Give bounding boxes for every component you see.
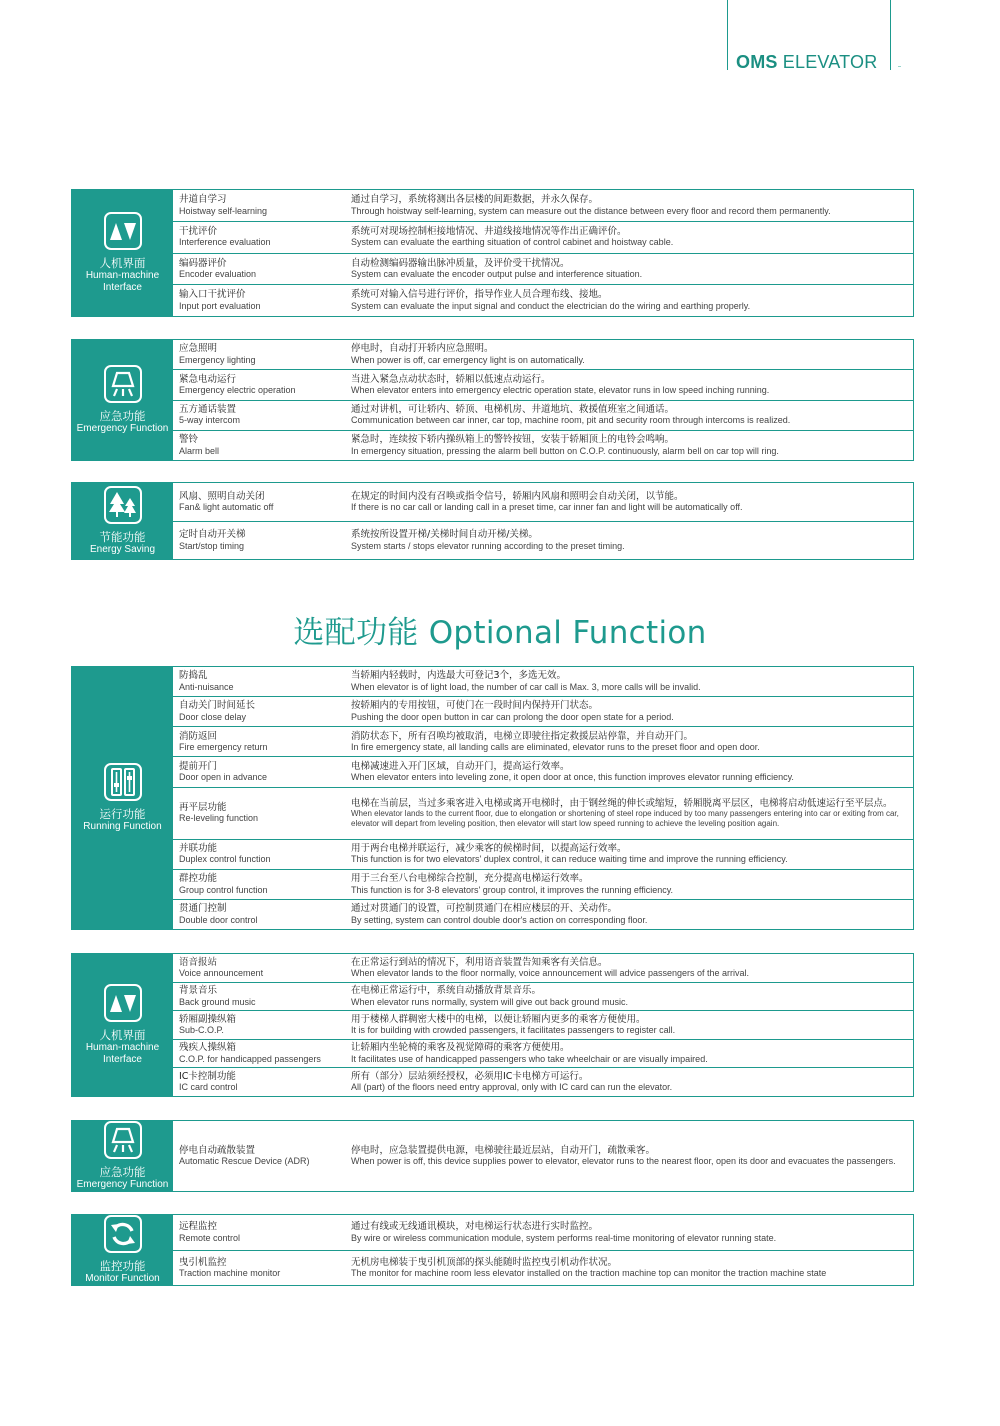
function-name-cn: 编码器评价 (179, 257, 227, 269)
function-row (173, 726, 913, 756)
function-name-cn: 输入口干扰评价 (179, 289, 246, 301)
function-description-cell (345, 370, 913, 399)
function-row (173, 430, 913, 460)
function-name-en: Anti-nuisance (179, 681, 234, 692)
category-name-cn: 监控功能 (99, 1259, 146, 1273)
function-name-en: Input port evaluation (179, 300, 261, 311)
function-name-cell (173, 1068, 345, 1096)
function-description-en: When elevator is of light load, the number of car call is Max. 3, more calls will be invalid. (351, 681, 701, 692)
function-description-cn: 在正常运行到站的情况下，利用语音装置告知乘客有关信息。 (351, 956, 608, 968)
function-description-en: This function is for two elevators' duplex control, it can reduce waiting time and improve the running efficiency. (351, 854, 788, 865)
emergency-light-icon (104, 1121, 142, 1159)
function-description-cell (345, 1215, 913, 1250)
function-name-en: Group control function (179, 884, 268, 895)
function-name-cn: 并联功能 (179, 842, 218, 854)
function-name-cn: 干扰评价 (179, 225, 218, 237)
function-row (173, 899, 913, 929)
category-name-en: Energy Saving (89, 544, 156, 555)
function-name-cell (173, 483, 345, 521)
function-description-cn: 用于楼梯人群稠密大楼中的电梯，以便让轿厢内更多的乘客方便使用。 (351, 1013, 646, 1025)
category-name-cn: 人机界面 (99, 1028, 146, 1042)
function-description-en: System starts / stops elevator running according to the preset timing. (351, 540, 625, 551)
function-name-cn: 定时自动开关梯 (179, 529, 246, 540)
function-name-en: Duplex control function (179, 854, 271, 865)
function-row (173, 696, 913, 726)
function-name-en: Sub-C.O.P. (179, 1025, 224, 1036)
function-rows (173, 667, 913, 929)
category-name-en: Human-machine Interface (85, 1042, 160, 1065)
function-row (173, 253, 913, 285)
function-row (173, 1250, 913, 1286)
function-row (173, 340, 913, 369)
function-name-cell (173, 370, 345, 399)
function-description-en: If there is no car call or landing call in a preset time, car inner fan and light will be automatically off. (351, 502, 743, 512)
function-name-cn: 远程监控 (179, 1221, 218, 1232)
function-description-en: When elevator lands to the floor normally, voice announcement will advice passengers of the arrival. (351, 968, 750, 979)
function-rows (173, 954, 913, 1096)
function-description-en: When elevator enters into leveling zone, it open door at once, this function improves elevator running efficiency. (351, 772, 794, 783)
function-description-cn: 停电时，应急装置提供电源，电梯驶往最近层站，自动开门，疏散乘客。 (351, 1144, 656, 1156)
function-description-cn: 当进入紧急点动状态时，轿厢以低速点动运行。 (351, 373, 551, 385)
function-description-en: Communication between car inner, car top, machine room, pit and security room through intercoms is realized. (351, 415, 791, 426)
function-description-cell (345, 697, 913, 726)
elevator-buttons-icon (104, 212, 142, 250)
function-name-cell (173, 522, 345, 560)
function-description-cell (345, 1040, 913, 1068)
function-description-en: All (part) of the floors need entry approval, only with IC card can run the elevator. (351, 1082, 673, 1093)
function-row (173, 1010, 913, 1039)
function-name-en: IC card control (179, 1082, 238, 1093)
function-description-cn: 无机房电梯装于曳引机顶部的探头能随时监控曳引机动作状况。 (351, 1256, 618, 1268)
function-name-cn: 贯通门控制 (179, 903, 227, 915)
function-description-en: When elevator enters into emergency electric operation state, elevator runs in low speed inching running. (351, 385, 770, 396)
function-description-en: When elevator runs normally, system will give out back ground music. (351, 996, 628, 1007)
function-description-en: In emergency situation, pressing the alarm bell button on C.O.P. continuously, alarm bell on car top will ring. (351, 445, 779, 456)
function-name-cell (173, 1040, 345, 1068)
elevator-buttons-icon (104, 984, 142, 1022)
function-name-cell (173, 340, 345, 369)
function-row (173, 483, 913, 521)
category-cell (72, 1215, 173, 1285)
header-rule-right (890, 0, 891, 70)
function-name-cell (173, 222, 345, 253)
function-name-cell (173, 667, 345, 696)
function-description-cn: 消防状态下，所有召唤均被取消，电梯立即驶往指定救援层站停靠，并自动开门。 (351, 730, 694, 742)
function-description-cn: 在电梯正常运行中，系统自动播放背景音乐。 (351, 985, 542, 997)
function-description-en: System can evaluate the encoder output pulse and interference situation. (351, 269, 643, 280)
function-name-cell (173, 285, 345, 316)
section-emergency-function (71, 339, 914, 461)
brand-logo-text: OMS ELEVATOR (736, 52, 878, 72)
category-cell (72, 340, 173, 460)
function-name-cn: 提前开门 (179, 760, 218, 772)
function-name-en: Emergency lighting (179, 354, 256, 365)
category-cell (72, 667, 173, 929)
function-name-cell (173, 983, 345, 1011)
function-description-cell (345, 983, 913, 1011)
function-name-en: Back ground music (179, 996, 256, 1007)
category-name-cn: 应急功能 (99, 1165, 146, 1179)
function-description-en: It is for building with crowded passengers, it facilitates passengers to register call. (351, 1025, 676, 1036)
function-description-cn: 自动检测编码器输出脉冲质量，及评价受干扰情况。 (351, 257, 570, 269)
function-description-en: By setting, system can control double door's action on corresponding floor. (351, 914, 648, 925)
function-description-cell (345, 401, 913, 430)
function-rows (173, 1215, 913, 1285)
function-name-cell (173, 1011, 345, 1039)
trees-icon (104, 486, 142, 524)
function-name-en: C.O.P. for handicapped passengers (179, 1053, 321, 1064)
function-row (173, 982, 913, 1011)
function-description-cn: 紧急时，连续按下轿内操纵箱上的警铃按钮，安装于轿厢顶上的电铃会鸣响。 (351, 434, 675, 446)
function-rows (173, 1121, 913, 1191)
function-description-cell (345, 1251, 913, 1286)
function-row (173, 284, 913, 316)
function-name-en: Fire emergency return (179, 742, 268, 753)
function-description-cn: 在规定的时间内没有召唤或指令信号，轿厢内风扇和照明会自动关闭，以节能。 (351, 490, 684, 502)
function-description-cn: 按轿厢内的专用按钮，可使门在一段时间内保持开门状态。 (351, 700, 599, 712)
function-description-cell (345, 340, 913, 369)
function-name-cn: IC卡控制功能 (179, 1070, 236, 1082)
function-description-cell (345, 840, 913, 869)
section-energy-saving (71, 482, 914, 560)
function-description-cell (345, 667, 913, 696)
function-description-cn: 通过自学习，系统将测出各层楼的间距数据，并永久保存。 (351, 194, 599, 206)
function-row (173, 221, 913, 253)
function-row (173, 839, 913, 869)
function-description-cn: 系统可对现场控制柜接地情况、井道线接地情况等作出正确评价。 (351, 225, 627, 237)
function-name-en: Door open in advance (179, 772, 268, 783)
function-name-cn: 背景音乐 (179, 985, 218, 997)
function-name-cell (173, 900, 345, 929)
optional-function-heading: 选配功能 Optional Function (293, 615, 707, 651)
function-name-en: Start/stop timing (179, 540, 245, 551)
function-name-cn: 轿厢副操纵箱 (179, 1013, 237, 1025)
function-row (173, 1121, 913, 1191)
function-name-cell (173, 431, 345, 460)
function-description-cell (345, 954, 913, 982)
function-name-cell (173, 254, 345, 285)
function-description-cell (345, 254, 913, 285)
section-monitor-function (71, 1214, 914, 1286)
function-description-cn: 用于两台电梯并联运行，减少乘客的候梯时间，以提高运行效率。 (351, 842, 627, 854)
function-description-cell (345, 483, 913, 521)
function-description-cn: 电梯在当前层，当过多乘客进入电梯或离开电梯时，由于钢丝绳的伸长或缩短，轿厢脱离平层区，电梯将启动低速运行至平层点。 (351, 797, 893, 809)
emergency-light-icon (104, 365, 142, 403)
function-name-cn: 井道自学习 (179, 194, 227, 206)
function-row (173, 1215, 913, 1250)
function-name-cn: 风扇、照明自动关闭 (179, 490, 265, 502)
function-description-cell (345, 522, 913, 560)
function-row (173, 869, 913, 899)
section-human-machine-interface-optional (71, 953, 914, 1097)
function-name-en: Hoistway self-learning (179, 205, 268, 216)
function-name-en: Alarm bell (179, 445, 220, 456)
function-description-cell (345, 757, 913, 786)
function-name-cell (173, 788, 345, 839)
function-description-cn: 所有（部分）层站须经授权，必须用IC卡电梯方可运行。 (351, 1070, 589, 1082)
function-name-en: Voice announcement (179, 968, 264, 979)
function-description-cn: 电梯减速进入开门区域，自动开门，提高运行效率。 (351, 760, 570, 772)
function-name-cell (173, 1215, 345, 1250)
function-description-cell (345, 1011, 913, 1039)
category-name-en: Running Function (83, 821, 162, 832)
function-description-cell (345, 190, 913, 221)
function-name-en: Emergency electric operation (179, 385, 296, 396)
function-description-en: Pushing the door open button in car can prolong the door open state for a period. (351, 711, 674, 722)
function-row (173, 190, 913, 221)
function-name-en: Remote control (179, 1232, 241, 1243)
category-name-en: Emergency Function (76, 423, 169, 434)
function-name-en: Fan& light automatic off (179, 502, 274, 512)
function-description-cell (345, 222, 913, 253)
function-name-cell (173, 757, 345, 786)
category-name-cn: 运行功能 (99, 807, 146, 821)
function-description-cn: 通过对贯通门的设置，可控制贯通门在相应楼层的开、关动作。 (351, 903, 618, 915)
function-name-cn: 五方通话装置 (179, 403, 237, 415)
function-name-cell (173, 1251, 345, 1286)
category-name-en: Monitor Function (85, 1273, 160, 1284)
function-name-cn: 残疾人操纵箱 (179, 1042, 237, 1054)
function-description-cell (345, 870, 913, 899)
function-description-en: This function is for 3-8 elevators' group control, it improves the running efficiency. (351, 884, 674, 895)
function-description-en: System can evaluate the earthing situation of control cabinet and hoistway cable. (351, 237, 674, 248)
function-name-en: Automatic Rescue Device (ADR) (179, 1156, 310, 1167)
function-name-cn: 曳引机监控 (179, 1256, 227, 1268)
section-human-machine-interface (71, 189, 914, 317)
function-name-cn: 防捣乱 (179, 670, 208, 682)
function-row (173, 400, 913, 430)
function-description-cell (345, 1121, 913, 1191)
function-description-en: By wire or wireless communication module, system performs real-time monitoring of elevator running state. (351, 1232, 777, 1243)
function-description-cn: 停电时，自动打开轿内应急照明。 (351, 343, 494, 355)
function-row (173, 667, 913, 696)
function-description-cn: 当轿厢内轻载时，内选最大可登记3个，多选无效。 (351, 670, 567, 682)
header-rule-left (727, 0, 728, 70)
function-row (173, 954, 913, 982)
category-cell (72, 190, 173, 316)
function-name-cn: 停电自动疏散装置 (179, 1144, 256, 1156)
function-description-cn: 通过有线或无线通讯模块，对电梯运行状态进行实时监控。 (351, 1221, 599, 1232)
function-name-cell (173, 727, 345, 756)
function-row (173, 1067, 913, 1096)
function-name-cell (173, 190, 345, 221)
function-description-en: Through hoistway self-learning, system can measure out the distance between every floor and record them permanently. (351, 205, 831, 216)
function-name-en: Double door control (179, 914, 258, 925)
function-name-cell (173, 954, 345, 982)
category-name-cn: 节能功能 (99, 530, 146, 544)
function-description-en: When elevator lands to the current floor, due to elongation or shortening of steel rope induced by too many passengers entering into car or exiting from car, elevator will depart from leveling position, then elevator will start low speed running to achieve the leveling position again. (351, 809, 899, 828)
function-description-en: The monitor for machine room less elevator installed on the traction machine top can monitor the traction machine state (351, 1268, 827, 1278)
function-name-en: Re-leveling function (179, 813, 259, 824)
function-description-cell (345, 431, 913, 460)
function-description-cn: 让轿厢内坐轮椅的乘客及视觉障碍的乘客方便使用。 (351, 1042, 570, 1054)
function-name-cell (173, 1121, 345, 1191)
function-name-cell (173, 840, 345, 869)
category-name-en: Human-machine Interface (85, 270, 160, 293)
function-name-cn: 应急照明 (179, 343, 218, 355)
function-description-cell (345, 727, 913, 756)
function-rows (173, 340, 913, 460)
function-name-cell (173, 401, 345, 430)
function-description-en: It facilitates use of handicapped passengers who take wheelchair or are visually impaired. (351, 1053, 708, 1064)
function-row (173, 787, 913, 839)
category-name-en: Emergency Function (76, 1179, 169, 1190)
section-running-function (71, 666, 914, 930)
category-name-cn: 应急功能 (99, 409, 146, 423)
refresh-monitor-icon (104, 1215, 142, 1253)
function-name-en: Traction machine monitor (179, 1268, 281, 1278)
function-name-cn: 警铃 (179, 434, 199, 446)
function-description-cn: 系统可对输入信号进行评价，指导作业人员合理布线、接地。 (351, 289, 608, 301)
function-description-en: When power is off, car emergency light is on automatically. (351, 354, 585, 365)
function-name-en: 5-way intercom (179, 415, 241, 426)
brand-dot (898, 66, 901, 67)
function-description-en: System can evaluate the input signal and conduct the electrician do the wiring and earthing properly. (351, 300, 751, 311)
function-rows (173, 483, 913, 559)
function-name-en: Door close delay (179, 711, 247, 722)
function-description-cell (345, 900, 913, 929)
function-name-en: Interference evaluation (179, 237, 271, 248)
function-row (173, 369, 913, 399)
function-name-cn: 消防返回 (179, 730, 218, 742)
function-description-cell (345, 285, 913, 316)
category-cell (72, 1121, 173, 1191)
function-row (173, 1039, 913, 1068)
function-description-cell (345, 788, 913, 839)
function-description-cn: 用于三台至八台电梯综合控制，充分提高电梯运行效率。 (351, 873, 589, 885)
function-name-cell (173, 697, 345, 726)
running-control-icon (104, 763, 142, 801)
category-cell (72, 954, 173, 1096)
category-name-cn: 人机界面 (99, 256, 146, 270)
function-name-en: Encoder evaluation (179, 269, 257, 280)
function-description-en: When power is off, this device supplies power to elevator, elevator runs to the nearest floor, open its door and evacuates the passengers. (351, 1156, 896, 1167)
section-emergency-function-optional (71, 1120, 914, 1192)
function-row (173, 756, 913, 786)
function-description-en: In fire emergency state, all landing calls are eliminated, elevator runs to the preset floor and open door. (351, 742, 760, 753)
function-name-cell (173, 870, 345, 899)
function-row (173, 521, 913, 560)
function-description-cn: 系统按所设置开梯/关梯时间自动开梯/关梯。 (351, 529, 538, 540)
function-name-cn: 群控功能 (179, 873, 218, 885)
function-name-cn: 紧急电动运行 (179, 373, 237, 385)
function-name-cn: 语音报站 (179, 956, 218, 968)
function-name-cn: 自动关门时间延长 (179, 700, 256, 712)
function-description-cn: 通过对讲机，可让轿内、轿顶、电梯机房、井道地坑、救援值班室之间通话。 (351, 403, 675, 415)
function-name-cn: 再平层功能 (179, 801, 227, 813)
category-cell (72, 483, 173, 559)
function-description-cell (345, 1068, 913, 1096)
function-rows (173, 190, 913, 316)
